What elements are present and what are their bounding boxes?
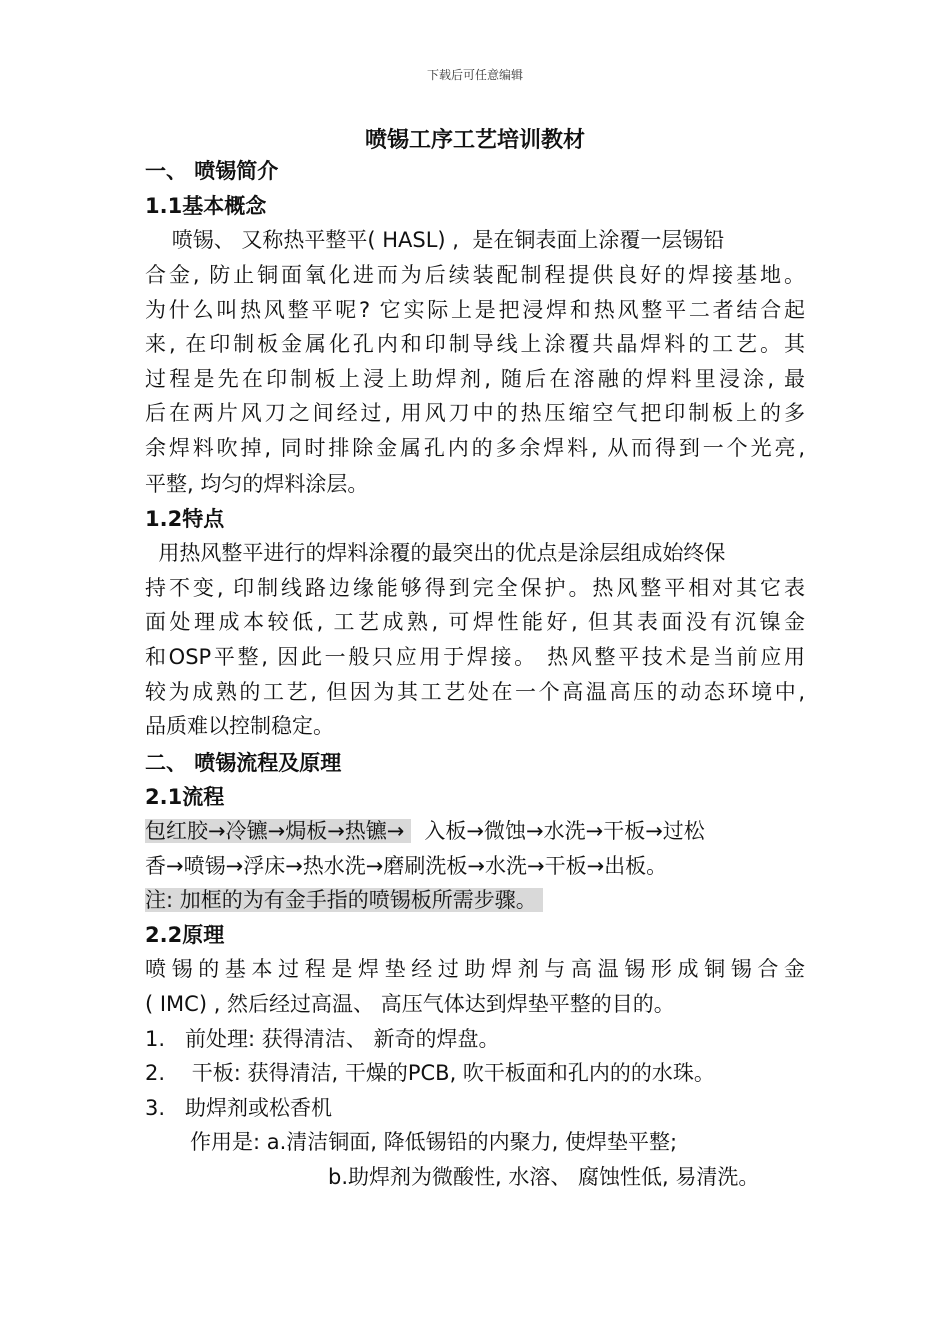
effect-a: 作用是: a.清洁铜面, 降低锡铅的内聚力, 使焊垫平整; xyxy=(190,1130,678,1154)
flow-shaded-steps: 包红胶→冷镳→焗板→热镳→ xyxy=(145,819,412,843)
flow-note xyxy=(145,885,543,915)
list-item: 1. 前处理: 获得清洁、 新奇的焊盘。 xyxy=(145,1027,500,1051)
page-header-note: 下载后可任意编辑 xyxy=(426,68,523,82)
paragraph-line: 为什么叫热风整平呢? 它实际上是把浸焊和热风整平二者结合起 xyxy=(145,298,805,322)
paragraph-line: 面处理成本较低, 工艺成熟, 可焊性能好, 但其表面没有沉镍金 xyxy=(145,610,805,634)
paragraph-line: 余焊料吹掉, 同时排除金属孔内的多余焊料, 从而得到一个光亮, xyxy=(145,436,805,460)
paragraph-line: 持不变, 印制线路边缘能够得到完全保护。热风整平相对其它表 xyxy=(145,576,805,600)
flow-line-1 xyxy=(145,816,705,846)
paragraph-line: 后在两片风刀之间经过, 用风刀中的热压缩空气把印制板上的多 xyxy=(145,401,805,425)
paragraph-line: 较为成熟的工艺, 但因为其工艺处在一个高温高压的动态环境中, xyxy=(145,680,805,704)
list-item: 2. 干板: 获得清洁, 干燥的PCB, 吹干板面和孔内的的水珠。 xyxy=(145,1061,715,1085)
flow-note-text: 注: 加框的为有金手指的喷锡板所需步骤。 xyxy=(145,888,544,912)
section-1-2-heading: 1.2特点 xyxy=(145,507,225,531)
paragraph-line: 平整, 均匀的焊料涂层。 xyxy=(145,472,369,496)
paragraph-line: 用热风整平进行的焊料涂覆的最突出的优点是涂层组成始终保 xyxy=(145,541,726,565)
effect-b: b.助焊剂为微酸性, 水溶、 腐蚀性低, 易清洗。 xyxy=(328,1165,760,1189)
paragraph-line: 和OSP平整, 因此一般只应用于焊接。 热风整平技术是当前应用 xyxy=(145,645,805,669)
section-1-1-heading: 1.1基本概念 xyxy=(145,194,267,218)
paragraph-line: 喷锡、 又称热平整平( HASL) , 是在铜表面上涂覆一层锡铅 xyxy=(145,228,725,252)
paragraph-line: 来, 在印制板金属化孔内和印制导线上涂覆共晶焊料的工艺。其 xyxy=(145,332,805,356)
paragraph-line: 过程是先在印制板上浸上助焊剂, 随后在溶融的焊料里浸涂, 最 xyxy=(145,367,805,391)
paragraph-line: ( IMC) , 然后经过高温、 高压气体达到焊垫平整的目的。 xyxy=(145,992,675,1016)
section-1-heading: 一、 喷锡简介 xyxy=(145,159,279,183)
flow-line-2: 香→喷锡→浮床→热水洗→磨刷洗板→水洗→干板→出板。 xyxy=(145,854,668,878)
document-title: 喷锡工序工艺培训教材 xyxy=(364,128,585,153)
flow-steps: 入板→微蚀→水洗→干板→过松 xyxy=(411,819,705,843)
section-2-heading: 二、 喷锡流程及原理 xyxy=(145,751,342,775)
list-item: 3. 助焊剂或松香机 xyxy=(145,1096,333,1120)
section-2-1-heading: 2.1流程 xyxy=(145,785,225,809)
paragraph-line: 品质难以控制稳定。 xyxy=(145,714,334,738)
section-2-2-heading: 2.2原理 xyxy=(145,923,225,947)
paragraph-line: 合金, 防止铜面氧化进而为后续装配制程提供良好的焊接基地。 xyxy=(145,263,805,287)
paragraph-line: 喷锡的基本过程是焊垫经过助焊剂与高温锡形成铜锡合金 xyxy=(145,957,805,981)
